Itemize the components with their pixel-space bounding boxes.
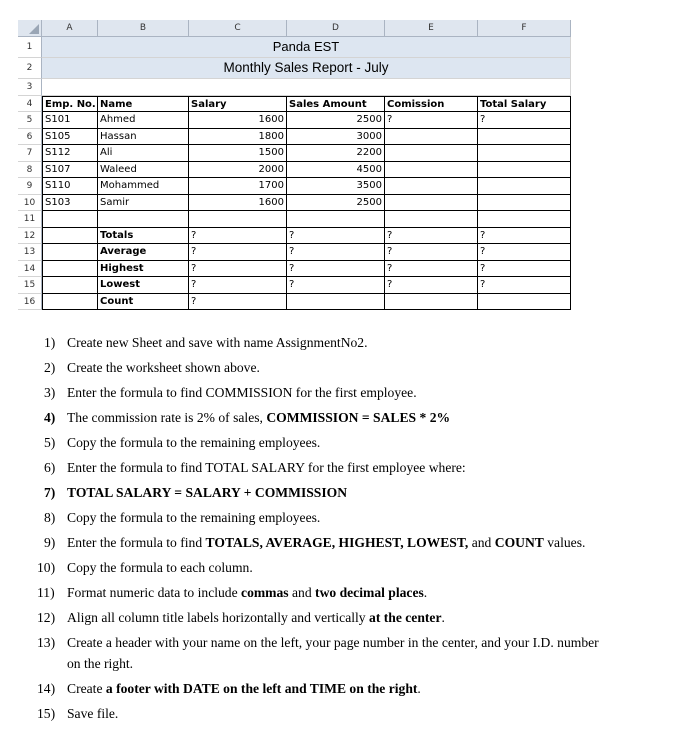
cell-emp-no[interactable]: S105 <box>42 129 98 146</box>
summary-total-salary[interactable]: ? <box>478 228 571 245</box>
column-header-e[interactable]: E <box>385 20 478 37</box>
list-item <box>37 605 664 630</box>
item-text <box>67 405 664 430</box>
cell-total-salary[interactable] <box>478 162 571 179</box>
item-number: 10) <box>37 560 56 575</box>
cell-emp-no[interactable]: S110 <box>42 178 98 195</box>
table-row <box>18 178 571 195</box>
header-salary[interactable]: Salary <box>189 96 287 113</box>
row-header-15[interactable]: 15 <box>18 277 42 294</box>
cell-salary[interactable]: 1600 <box>189 112 287 129</box>
cell-total-salary[interactable] <box>478 129 571 146</box>
item-number: 7) <box>44 485 56 500</box>
blank-cell[interactable] <box>42 228 98 245</box>
item-text: Create the worksheet shown above. <box>67 360 260 375</box>
cell-emp-no[interactable]: S112 <box>42 145 98 162</box>
summary-total-salary[interactable] <box>478 294 571 311</box>
cell-name[interactable]: Ali <box>98 145 189 162</box>
item-number: 11) <box>37 585 55 600</box>
cell-name[interactable]: Mohammed <box>98 178 189 195</box>
cell-commission[interactable]: ? <box>385 112 478 129</box>
list-item <box>44 430 664 455</box>
cell-sales-amount[interactable]: 2200 <box>287 145 385 162</box>
row-header-6[interactable]: 6 <box>18 129 42 146</box>
summary-salary[interactable]: ? <box>189 294 287 311</box>
header-sales-amount[interactable]: Sales Amount <box>287 96 385 113</box>
summary-sales[interactable]: ? <box>287 244 385 261</box>
item-number: 8) <box>44 510 56 525</box>
row-header-9[interactable]: 9 <box>18 178 42 195</box>
item-text-part: . <box>417 681 421 696</box>
row-header-1[interactable]: 1 <box>18 37 42 58</box>
summary-label[interactable]: Highest <box>98 261 189 278</box>
sheet-row-11 <box>18 211 571 228</box>
list-item <box>44 480 664 505</box>
summary-row-average <box>18 244 571 261</box>
item-text: Copy the formula to the remaining employees. <box>67 435 321 450</box>
report-subtitle-cell[interactable]: Monthly Sales Report - July <box>42 58 571 79</box>
summary-row-totals <box>18 228 571 245</box>
item-number: 1) <box>44 335 56 350</box>
blank-cell[interactable] <box>385 211 478 228</box>
sheet-row-2 <box>18 58 571 79</box>
summary-commission[interactable]: ? <box>385 277 478 294</box>
item-text-bold: at the center <box>369 610 442 625</box>
summary-total-salary[interactable]: ? <box>478 244 571 261</box>
cell-total-salary[interactable]: ? <box>478 112 571 129</box>
summary-commission[interactable]: ? <box>385 261 478 278</box>
summary-row-highest <box>18 261 571 278</box>
column-header-a[interactable]: A <box>42 20 98 37</box>
list-item <box>44 530 664 555</box>
blank-cell[interactable] <box>42 261 98 278</box>
item-text: Copy the formula to the remaining employees. <box>67 510 321 525</box>
summary-label[interactable]: Totals <box>98 228 189 245</box>
item-text: Enter the formula to find TOTAL SALARY for the first employee where: <box>67 460 466 475</box>
column-header-d[interactable]: D <box>287 20 385 37</box>
cell-commission[interactable] <box>385 195 478 212</box>
row-header-11[interactable]: 11 <box>18 211 42 228</box>
table-row <box>18 129 571 146</box>
column-header-c[interactable]: C <box>189 20 287 37</box>
row-header-14[interactable]: 14 <box>18 261 42 278</box>
item-text-part: and <box>288 585 316 600</box>
item-text-part: Enter the formula to find <box>67 535 206 550</box>
list-item <box>37 555 664 580</box>
row-header-2[interactable]: 2 <box>18 58 42 79</box>
summary-commission[interactable]: ? <box>385 228 478 245</box>
header-commission[interactable]: Comission <box>385 96 478 113</box>
list-item <box>44 405 664 430</box>
item-text <box>67 605 664 630</box>
row-header-12[interactable]: 12 <box>18 228 42 245</box>
list-item <box>44 505 664 530</box>
row-header-8[interactable]: 8 <box>18 162 42 179</box>
row-header-16[interactable]: 16 <box>18 294 42 311</box>
summary-salary[interactable]: ? <box>189 277 287 294</box>
blank-cell[interactable] <box>42 244 98 261</box>
row-header-4[interactable]: 4 <box>18 96 42 113</box>
summary-label[interactable]: Lowest <box>98 277 189 294</box>
list-item <box>44 380 664 405</box>
summary-row-count <box>18 294 571 311</box>
cell-commission[interactable] <box>385 129 478 146</box>
summary-label[interactable]: Average <box>98 244 189 261</box>
item-text: on the right. <box>67 656 134 671</box>
report-title-cell[interactable]: Panda EST <box>42 37 571 58</box>
cell-sales-amount[interactable]: 2500 <box>287 195 385 212</box>
cell-sales-amount[interactable]: 3500 <box>287 178 385 195</box>
sheet-row-1 <box>18 37 571 58</box>
row-header-10[interactable]: 10 <box>18 195 42 212</box>
item-text-part: Create <box>67 681 106 696</box>
blank-cell[interactable] <box>287 211 385 228</box>
cell-commission[interactable] <box>385 178 478 195</box>
item-text: Save file. <box>67 706 119 721</box>
item-number: 12) <box>37 610 56 625</box>
data-table <box>18 96 571 311</box>
summary-commission[interactable] <box>385 294 478 311</box>
item-text-part: Align all column title labels horizontally and vertically <box>67 610 370 625</box>
blank-cell[interactable] <box>42 211 98 228</box>
spreadsheet <box>18 20 571 310</box>
item-text-bold: COMMISSION = SALES * 2% <box>266 410 451 425</box>
cell-emp-no[interactable]: S103 <box>42 195 98 212</box>
header-emp-no[interactable]: Emp. No. <box>42 96 98 113</box>
item-number: 15) <box>37 706 56 721</box>
item-text-part: . <box>441 610 445 625</box>
column-header-b[interactable]: B <box>98 20 189 37</box>
item-number: 5) <box>44 435 56 450</box>
item-text: Create a header with your name on the left, your page number in the center, and your I.D. number <box>67 635 599 650</box>
list-item <box>37 676 664 701</box>
summary-sales[interactable]: ? <box>287 261 385 278</box>
summary-commission[interactable]: ? <box>385 244 478 261</box>
summary-sales[interactable]: ? <box>287 277 385 294</box>
blank-cell[interactable] <box>478 211 571 228</box>
header-total-salary[interactable]: Total Salary <box>478 96 571 113</box>
cell-name[interactable]: Samir <box>98 195 189 212</box>
summary-salary[interactable]: ? <box>189 244 287 261</box>
table-row <box>18 145 571 162</box>
cell-name[interactable]: Ahmed <box>98 112 189 129</box>
row-header-7[interactable]: 7 <box>18 145 42 162</box>
item-text <box>67 530 664 555</box>
item-number: 14) <box>37 681 56 696</box>
sheet-row-3 <box>18 79 571 96</box>
cell-name[interactable]: Waleed <box>98 162 189 179</box>
item-number: 2) <box>44 360 56 375</box>
item-text: Enter the formula to find COMMISSION for the first employee. <box>67 385 417 400</box>
item-text: Copy the formula to each column. <box>67 560 253 575</box>
item-text-bold: TOTAL SALARY = SALARY + COMMISSION <box>67 485 348 500</box>
summary-total-salary[interactable]: ? <box>478 261 571 278</box>
list-item-continuation <box>44 651 664 676</box>
column-header-row <box>18 20 571 37</box>
summary-sales[interactable]: ? <box>287 228 385 245</box>
cell-emp-no[interactable]: S107 <box>42 162 98 179</box>
item-text-bold: a footer with DATE on the left and TIME on the right <box>105 681 418 696</box>
instruction-list <box>37 330 664 726</box>
cell-total-salary[interactable] <box>478 178 571 195</box>
item-text-part: . <box>423 585 428 600</box>
summary-salary[interactable]: ? <box>189 228 287 245</box>
item-number: 13) <box>37 635 56 650</box>
summary-total-salary[interactable]: ? <box>478 277 571 294</box>
item-text-part: The commission rate is 2% of sales, <box>67 410 267 425</box>
list-item <box>44 330 664 355</box>
item-text <box>67 676 664 701</box>
cell-commission[interactable] <box>385 145 478 162</box>
cell-sales-amount[interactable]: 4500 <box>287 162 385 179</box>
cell-salary[interactable]: 1800 <box>189 129 287 146</box>
cell-total-salary[interactable] <box>478 195 571 212</box>
item-text-bold: commas <box>241 585 289 600</box>
item-text <box>67 580 664 605</box>
item-text-bold: TOTALS, AVERAGE, HIGHEST, LOWEST, <box>205 535 469 550</box>
table-row <box>18 162 571 179</box>
select-all-corner[interactable] <box>18 20 42 37</box>
item-text-bold: COUNT <box>494 535 544 550</box>
cell-total-salary[interactable] <box>478 145 571 162</box>
select-all-triangle-icon <box>29 24 39 34</box>
item-text: Create new Sheet and save with name AssignmentNo2. <box>67 335 368 350</box>
blank-cell[interactable] <box>189 211 287 228</box>
blank-cell[interactable] <box>42 277 98 294</box>
item-text-part: and <box>468 535 495 550</box>
cell-emp-no[interactable]: S101 <box>42 112 98 129</box>
sheet-row-4 <box>18 96 571 113</box>
cell-salary[interactable]: 1700 <box>189 178 287 195</box>
cell-sales-amount[interactable]: 2500 <box>287 112 385 129</box>
cell-commission[interactable] <box>385 162 478 179</box>
list-item <box>44 455 664 480</box>
cell-salary[interactable]: 1600 <box>189 195 287 212</box>
list-item <box>37 580 664 605</box>
item-text-part: values. <box>543 535 586 550</box>
row-header-3[interactable]: 3 <box>18 79 42 96</box>
blank-cell[interactable] <box>42 294 98 311</box>
item-number: 4) <box>44 410 56 425</box>
cell-salary[interactable]: 1500 <box>189 145 287 162</box>
blank-row-cell[interactable] <box>42 79 571 96</box>
column-header-f[interactable]: F <box>478 20 571 37</box>
row-header-5[interactable]: 5 <box>18 112 42 129</box>
item-number: 3) <box>44 385 56 400</box>
item-text-part: Format numeric data to include <box>67 585 242 600</box>
cell-salary[interactable]: 2000 <box>189 162 287 179</box>
header-name[interactable]: Name <box>98 96 189 113</box>
summary-row-lowest <box>18 277 571 294</box>
list-item <box>37 701 664 726</box>
table-row <box>18 112 571 129</box>
table-row <box>18 195 571 212</box>
cell-name[interactable]: Hassan <box>98 129 189 146</box>
summary-sales[interactable] <box>287 294 385 311</box>
blank-cell[interactable] <box>98 211 189 228</box>
item-number: 9) <box>44 535 56 550</box>
item-number: 6) <box>44 460 56 475</box>
item-text-bold: two decimal places <box>315 585 424 600</box>
summary-label[interactable]: Count <box>98 294 189 311</box>
summary-salary[interactable]: ? <box>189 261 287 278</box>
cell-sales-amount[interactable]: 3000 <box>287 129 385 146</box>
row-header-13[interactable]: 13 <box>18 244 42 261</box>
list-item <box>44 355 664 380</box>
